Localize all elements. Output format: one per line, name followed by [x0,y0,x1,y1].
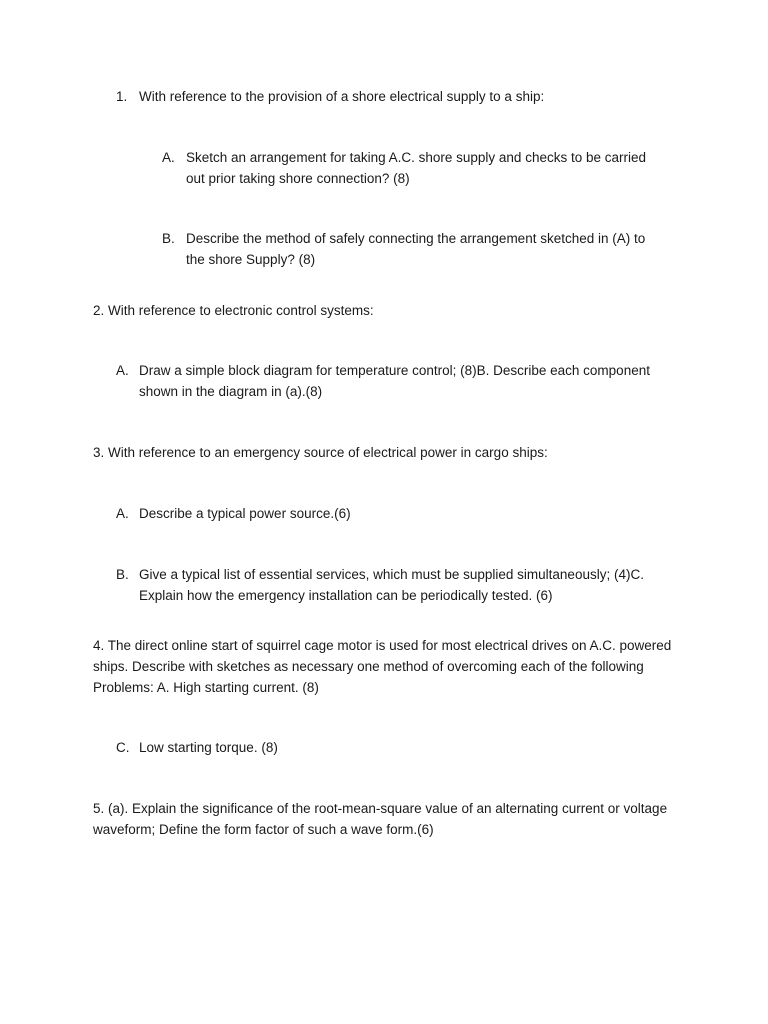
question-1-part-b-marker: B. [162,231,175,246]
question-3-part-a-text: Describe a typical power source.(6) [139,506,351,521]
question-1 [116,86,699,107]
question-1-part-a-text: Sketch an arrangement for taking A.C. shore supply and checks to be carried out prior taking shore connection? (8) [186,150,647,186]
question-2-text: 2. With reference to electronic control systems: [93,303,374,318]
question-3-part-b-marker: B. [116,567,129,582]
question-3-part-b [116,564,679,606]
question-3-part-a-marker: A. [116,506,129,521]
question-1-part-a [162,147,656,189]
question-3-text: 3. With reference to an emergency source of electrical power in cargo ships: [93,445,548,460]
question-3 [93,442,683,463]
question-3-part-a [116,503,679,524]
question-4-part-c-text: Low starting torque. (8) [139,740,278,755]
question-2-part-a-marker: A. [116,363,129,378]
question-2-part-a-text: Draw a simple block diagram for temperature control; (8)B. Describe each component shown in the diagram in (a).(8) [139,363,650,399]
question-4-part-c [116,737,679,758]
question-2 [93,300,683,321]
question-2-part-a [116,360,659,402]
question-5 [93,798,668,840]
question-3-part-b-text: Give a typical list of essential services, which must be supplied simultaneously; (4)C. Explain how the emergency installation can be periodically tested. (6) [139,567,644,603]
question-1-text: With reference to the provision of a shore electrical supply to a ship: [139,89,545,104]
question-5-text: 5. (a). Explain the significance of the root-mean-square value of an alternating current or voltage waveform; Define the form factor of such a wave form.(6) [93,801,668,837]
question-4-part-c-marker: C. [116,740,130,755]
question-4 [93,635,678,698]
question-1-part-b [162,228,661,270]
question-1-part-a-marker: A. [162,150,175,165]
question-4-text: 4. The direct online start of squirrel cage motor is used for most electrical drives on A.C. powered ships. Describe with sketches as necessary one method of overcoming each of the following Problems: A. High starting current. (8) [93,638,672,695]
question-1-number: 1. [116,89,128,104]
question-1-part-b-text: Describe the method of safely connecting the arrangement sketched in (A) to the shore Supply? (8) [186,231,646,267]
